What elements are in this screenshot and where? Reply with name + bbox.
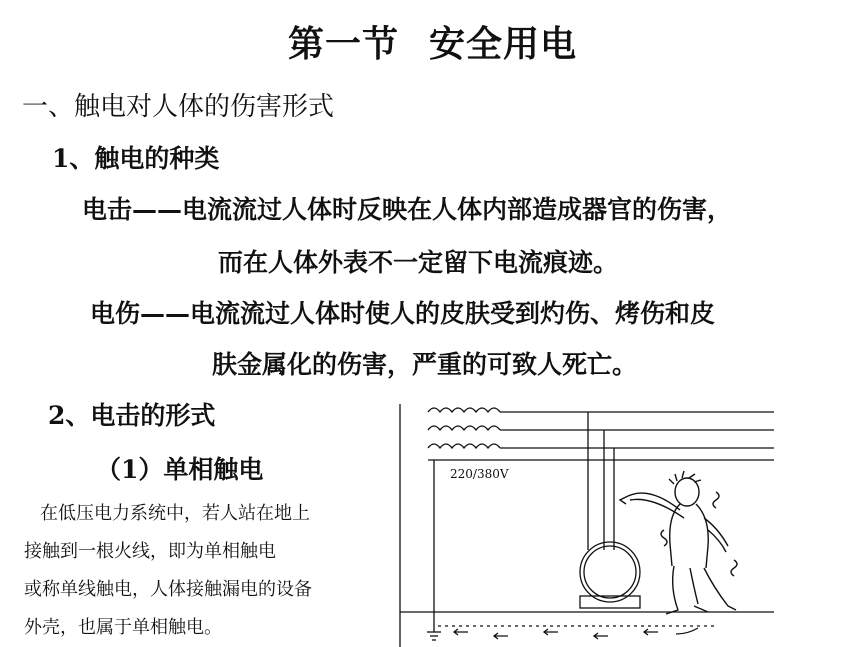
section1-subheading: 1、触电的种类 <box>52 144 220 173</box>
body-line: 在低压电力系统中，若人站在地上 <box>40 503 310 524</box>
injury-definition-line1: 电伤——电流流过人体时使人的皮肤受到灼伤、烤伤和皮 <box>90 299 716 328</box>
body-line: 或称单线触电，人体接触漏电的设备 <box>24 579 312 600</box>
title-part2: 安全用电 <box>429 23 578 65</box>
motor-housing <box>580 542 640 602</box>
injury-definition-line2: 肤金属化的伤害，严重的可致人死亡。 <box>212 350 638 379</box>
body-line: 外壳，也属于单相触电。 <box>24 617 222 638</box>
person-figure <box>620 471 737 614</box>
single-phase-heading: （1）单相触电 <box>96 455 264 484</box>
single-phase-shock-diagram <box>398 400 774 647</box>
shock-definition-line2: 而在人体外表不一定留下电流痕迹。 <box>218 248 619 277</box>
transformer-coil-1 <box>428 408 500 412</box>
section2-heading: 2、电击的形式 <box>48 401 216 430</box>
page-title <box>0 16 865 67</box>
transformer-coil-3 <box>428 444 500 448</box>
section1-heading: 一、触电对人体的伤害形式 <box>22 92 335 122</box>
transformer-coil-2 <box>428 426 500 430</box>
title-part1: 第一节 <box>287 23 399 65</box>
voltage-label: 220/380V <box>450 467 509 481</box>
shock-definition-line1: 电击——电流流过人体时反映在人体内部造成器官的伤害， <box>82 195 733 224</box>
body-line: 接触到一根火线，即为单相触电 <box>24 541 276 562</box>
